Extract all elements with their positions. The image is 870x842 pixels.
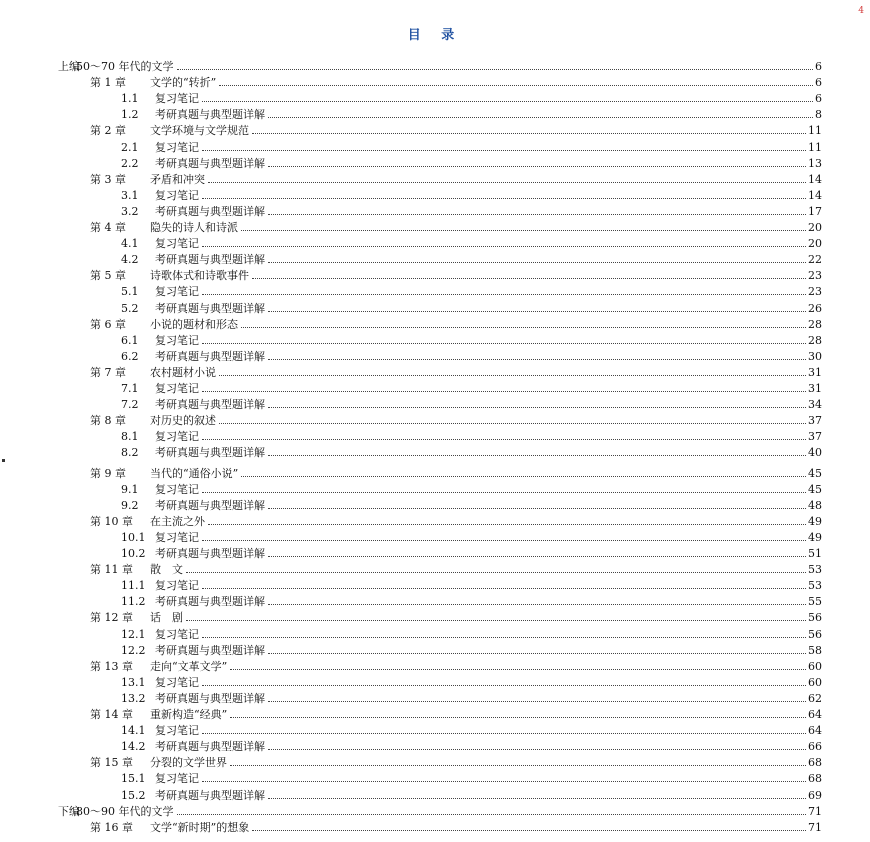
dot-leader [202,293,806,295]
toc-section-entry[interactable] [121,138,822,154]
toc-entry-page: 40 [808,446,822,460]
toc-entry-page: 30 [808,349,822,363]
toc-entry-page: 49 [808,514,822,528]
dot-leader [230,716,806,718]
toc-entry-number: 8.1 [121,430,139,444]
toc-entry-number: 第 16 章 [90,820,133,834]
toc-section-entry[interactable] [121,186,822,202]
dot-leader [202,149,806,151]
dot-leader [202,438,806,440]
toc-section-entry[interactable] [121,721,822,737]
toc-entry-number: 1.1 [121,92,139,106]
toc-entry-title: 对历史的叙述 [150,414,216,428]
toc-entry-number: 第 11 章 [90,563,133,577]
toc-chapter-entry[interactable] [90,411,822,427]
toc-entry-title: 农村题材小说 [150,365,216,379]
toc-entry-page: 28 [808,317,822,331]
dot-leader [268,507,806,509]
toc-entry-page: 28 [808,333,822,347]
page-number: 4 [858,6,864,16]
toc-entry-number: 第 1 章 [90,76,126,90]
toc-entry-page: 48 [808,498,822,512]
toc-section-entry[interactable] [121,576,822,592]
toc-section-entry[interactable] [121,480,822,496]
toc-entry-title: 复习笔记 [155,140,199,154]
toc-entry-title: 复习笔记 [155,482,199,496]
toc-entry-page: 8 [815,108,822,122]
toc-entry-title: 矛盾和冲突 [150,172,205,186]
toc-entry-title: 考研真题与典型题详解 [155,204,265,218]
toc-entry-page: 45 [808,482,822,496]
toc-entry-page: 20 [808,237,822,251]
margin-mark [2,459,5,462]
toc-entry-title: 文学环境与文学规范 [150,124,249,138]
toc-entry-title: 复习笔记 [155,530,199,544]
toc-entry-number: 第 15 章 [90,756,133,770]
toc-entry-page: 34 [808,398,822,412]
dot-leader [268,358,806,360]
toc-chapter-entry[interactable] [90,73,822,89]
dot-leader [202,491,806,493]
toc-chapter-entry[interactable] [90,657,822,673]
toc-entry-page: 17 [808,204,822,218]
toc-entry-page: 6 [815,76,822,90]
toc-chapter-entry[interactable] [90,753,822,769]
toc-section-entry[interactable] [121,202,822,218]
toc-entry-page: 6 [815,92,822,106]
toc-entry-page: 37 [808,414,822,428]
toc-entry-number: 第 8 章 [90,414,126,428]
dot-leader [268,797,806,799]
dot-leader [202,780,806,782]
toc-entry-page: 53 [808,579,822,593]
toc-section-entry[interactable] [121,689,822,705]
toc-chapter-entry[interactable] [90,170,822,186]
toc-entry-number: 3.1 [121,188,139,202]
toc-entry-page: 68 [808,756,822,770]
toc-entry-number: 15.2 [121,788,146,802]
toc-entry-page: 69 [808,788,822,802]
toc-section-entry[interactable] [121,592,822,608]
dot-leader [202,732,806,734]
toc-section-entry[interactable] [121,625,822,641]
toc-entry-number: 1.2 [121,108,139,122]
toc-entry-title: 考研真题与典型题详解 [155,446,265,460]
dot-leader [186,571,806,573]
toc-entry-number: 12.2 [121,643,146,657]
toc-entry-title: 考研真题与典型题详解 [155,788,265,802]
toc-entry-number: 第 9 章 [90,466,126,480]
toc-entry-title: 复习笔记 [155,285,199,299]
toc-section-entry[interactable] [121,89,822,105]
toc-entry-page: 31 [808,382,822,395]
toc-entry-title: 在主流之外 [150,514,205,528]
toc-entry-number: 10.2 [121,547,146,560]
toc-entry-number: 11.2 [121,595,146,609]
toc-entry-page: 58 [808,643,822,657]
toc-entry-title: 隐失的诗人和诗派 [150,221,238,234]
toc-section-entry[interactable] [121,154,822,170]
toc-entry-page: 71 [808,820,822,834]
toc-entry-page: 23 [808,269,822,283]
toc-entry-title: 50～70 年代的文学 [76,60,174,73]
toc-entry-number: 上编 [58,60,80,73]
toc-entry-number: 15.1 [121,772,146,786]
dot-leader [202,390,806,392]
toc-entry-title: 重新构造“经典” [150,708,228,721]
dot-leader [252,277,806,279]
toc-chapter-entry[interactable] [90,560,822,576]
toc-entry-number: 4.1 [121,237,139,251]
toc-entry-page: 55 [808,595,822,609]
toc-entry-page: 22 [808,253,822,267]
toc-chapter-entry[interactable] [90,266,822,282]
toc-entry-number: 第 7 章 [90,365,126,379]
toc-section-entry[interactable] [121,443,822,459]
toc-entry-number: 14.1 [121,724,146,738]
toc-entry-title: 80～90 年代的文学 [76,804,174,818]
toc-entry-number: 5.1 [121,285,139,299]
toc-entry-page: 60 [808,675,822,689]
toc-chapter-entry[interactable] [90,315,822,331]
dot-leader [268,406,806,408]
toc-entry-title: 考研真题与典型题详解 [155,349,265,363]
toc-entry-page: 37 [808,430,822,444]
toc-entry-number: 9.2 [121,498,139,512]
toc-entry-title: 考研真题与典型题详解 [155,156,265,170]
toc-entry-number: 第 2 章 [90,124,126,138]
toc-chapter-entry[interactable] [90,121,822,137]
toc-entry-page: 49 [808,530,822,544]
toc-entry-number: 8.2 [121,446,139,460]
dot-leader [268,165,806,167]
dot-leader [268,555,806,557]
toc-entry-number: 第 14 章 [90,708,133,721]
toc-part-entry[interactable] [58,57,822,73]
toc-entry-title: 复习笔记 [155,772,199,786]
toc-section-entry[interactable] [121,234,822,250]
toc-entry-title: 考研真题与典型题详解 [155,691,265,705]
toc-entry-title: 复习笔记 [155,188,199,202]
toc-entry-number: 14.2 [121,740,146,754]
dot-leader [230,668,806,670]
toc-chapter-entry[interactable] [90,464,822,480]
toc-entry-number: 第 4 章 [90,221,126,234]
toc-entry-page: 71 [808,804,822,818]
dot-leader [268,116,813,118]
toc-entry-title: 当代的“通俗小说” [150,466,239,480]
toc-entry-page: 56 [808,627,822,641]
toc-chapter-entry[interactable] [90,705,822,721]
toc-entry-title: 复习笔记 [155,627,199,641]
toc-section-entry[interactable] [121,299,822,315]
toc-section-entry[interactable] [121,673,822,689]
toc-chapter-entry[interactable] [90,363,822,379]
toc-entry-title: 复习笔记 [155,579,199,593]
toc-entry-title: 考研真题与典型题详解 [155,398,265,412]
toc-entry-page: 20 [808,221,822,234]
toc-section-entry[interactable] [121,544,822,560]
dot-leader [186,619,806,621]
dot-leader [268,310,806,312]
toc-section-entry[interactable] [121,347,822,363]
toc-entry-title: 文学的“转折” [150,76,217,90]
dot-leader [177,813,807,815]
toc-entry-title: 诗歌体式和诗歌事件 [150,269,249,283]
toc-entry-page: 26 [808,301,822,315]
toc-entry-number: 第 13 章 [90,659,133,673]
toc-entry-title: 复习笔记 [155,237,199,251]
toc-entry-page: 14 [808,172,822,186]
dot-leader [177,68,814,70]
toc-entry-page: 64 [808,708,822,721]
toc-entry-title: 分裂的文学世界 [150,756,227,770]
toc-section-entry[interactable] [121,496,822,512]
dot-leader [202,342,806,344]
toc-section-entry[interactable] [121,737,822,753]
dot-leader [202,587,806,589]
toc-entry-page: 14 [808,188,822,202]
dot-leader [208,181,806,183]
toc-section-entry[interactable] [121,786,822,802]
dot-leader [268,748,806,750]
toc-entry-page: 23 [808,285,822,299]
toc-entry-number: 13.1 [121,675,146,689]
toc-entry-title: 话 剧 [150,611,183,625]
toc-part-entry[interactable] [58,802,822,818]
toc-entry-title: 散 文 [150,563,183,577]
toc-entry-number: 13.2 [121,691,146,705]
toc-chapter-entry[interactable] [90,608,822,624]
toc-entry-number: 2.2 [121,156,139,170]
dot-leader [219,422,806,424]
toc-chapter-entry[interactable] [90,512,822,528]
toc-entry-title: 文学“新时期”的想象 [150,820,250,834]
toc-entry-title: 复习笔记 [155,430,199,444]
toc-entry-title: 考研真题与典型题详解 [155,740,265,754]
toc-entry-page: 11 [808,140,822,154]
toc-entry-page: 11 [808,124,822,138]
toc-entry-title: 走向“文革文学” [150,659,228,673]
toc-entry-number: 7.1 [121,382,139,395]
toc-entry-number: 第 6 章 [90,317,126,331]
toc-entry-title: 考研真题与典型题详解 [155,301,265,315]
toc-entry-number: 9.1 [121,482,139,496]
toc-title: 目 录 [407,28,463,43]
toc-entry-title: 考研真题与典型题详解 [155,498,265,512]
toc-section-entry[interactable] [121,427,822,443]
dot-leader [268,454,806,456]
toc-section-entry[interactable] [121,250,822,266]
toc-entry-title: 复习笔记 [155,333,199,347]
toc-entry-page: 56 [808,611,822,625]
toc-section-entry[interactable] [121,379,822,395]
dot-leader [202,197,806,199]
dot-leader [219,84,813,86]
toc-entry-number: 12.1 [121,627,146,641]
dot-leader [202,636,806,638]
toc-entry-number: 第 10 章 [90,514,133,528]
toc-section-entry[interactable] [121,331,822,347]
dot-leader [202,245,806,247]
toc-entry-page: 64 [808,724,822,738]
toc-entry-title: 考研真题与典型题详解 [155,595,265,609]
toc-entry-number: 5.2 [121,301,139,315]
dot-leader [268,261,806,263]
dot-leader [219,374,806,376]
toc-entry-page: 45 [808,466,822,480]
toc-entry-title: 小说的题材和形态 [150,317,238,331]
dot-leader [268,213,806,215]
toc-section-entry[interactable] [121,395,822,411]
toc-entry-title: 考研真题与典型题详解 [155,108,265,122]
dot-leader [268,652,806,654]
dot-leader [241,475,806,477]
toc-entry-title: 考研真题与典型题详解 [155,253,265,267]
dot-leader [268,700,806,702]
toc-section-entry[interactable] [121,105,822,121]
toc-entry-number: 6.2 [121,349,139,363]
dot-leader [252,132,806,134]
toc-entry-number: 7.2 [121,398,139,412]
toc-entry-title: 考研真题与典型题详解 [155,643,265,657]
toc-chapter-entry[interactable] [90,818,822,834]
dot-leader [252,829,806,831]
toc-entry-page: 62 [808,691,822,705]
toc-entry-page: 31 [808,365,822,379]
toc-entry-number: 第 12 章 [90,611,133,625]
dot-leader [202,100,813,102]
toc-entry-title: 复习笔记 [155,382,199,395]
toc-entry-number: 第 5 章 [90,269,126,283]
toc-entry-page: 60 [808,659,822,673]
dot-leader [241,326,806,328]
toc-entry-title: 复习笔记 [155,92,199,106]
toc-entry-number: 3.2 [121,204,139,218]
toc-entry-number: 6.1 [121,333,139,347]
toc-entry-page: 66 [808,740,822,754]
toc-entry-number: 下编 [58,804,80,818]
toc-section-entry[interactable] [121,641,822,657]
toc-entry-page: 13 [808,156,822,170]
toc-chapter-entry[interactable] [90,218,822,234]
toc-entry-number: 4.2 [121,253,139,267]
toc-section-entry[interactable] [121,769,822,785]
dot-leader [202,684,806,686]
dot-leader [268,603,806,605]
toc-entry-number: 11.1 [121,579,146,593]
toc-section-entry[interactable] [121,282,822,298]
dot-leader [208,523,806,525]
toc-entry-number: 第 3 章 [90,172,126,186]
toc-entry-title: 复习笔记 [155,724,199,738]
toc-entry-page: 68 [808,772,822,786]
dot-leader [241,229,806,231]
dot-leader [202,539,806,541]
toc-entry-page: 51 [808,547,822,560]
toc-entry-page: 6 [815,60,822,73]
toc-section-entry[interactable] [121,528,822,544]
toc-entry-number: 10.1 [121,530,146,544]
toc-entry-page: 53 [808,563,822,577]
dot-leader [230,764,806,766]
toc-entry-title: 考研真题与典型题详解 [155,547,265,560]
toc-entry-title: 复习笔记 [155,675,199,689]
toc-entry-number: 2.1 [121,140,139,154]
